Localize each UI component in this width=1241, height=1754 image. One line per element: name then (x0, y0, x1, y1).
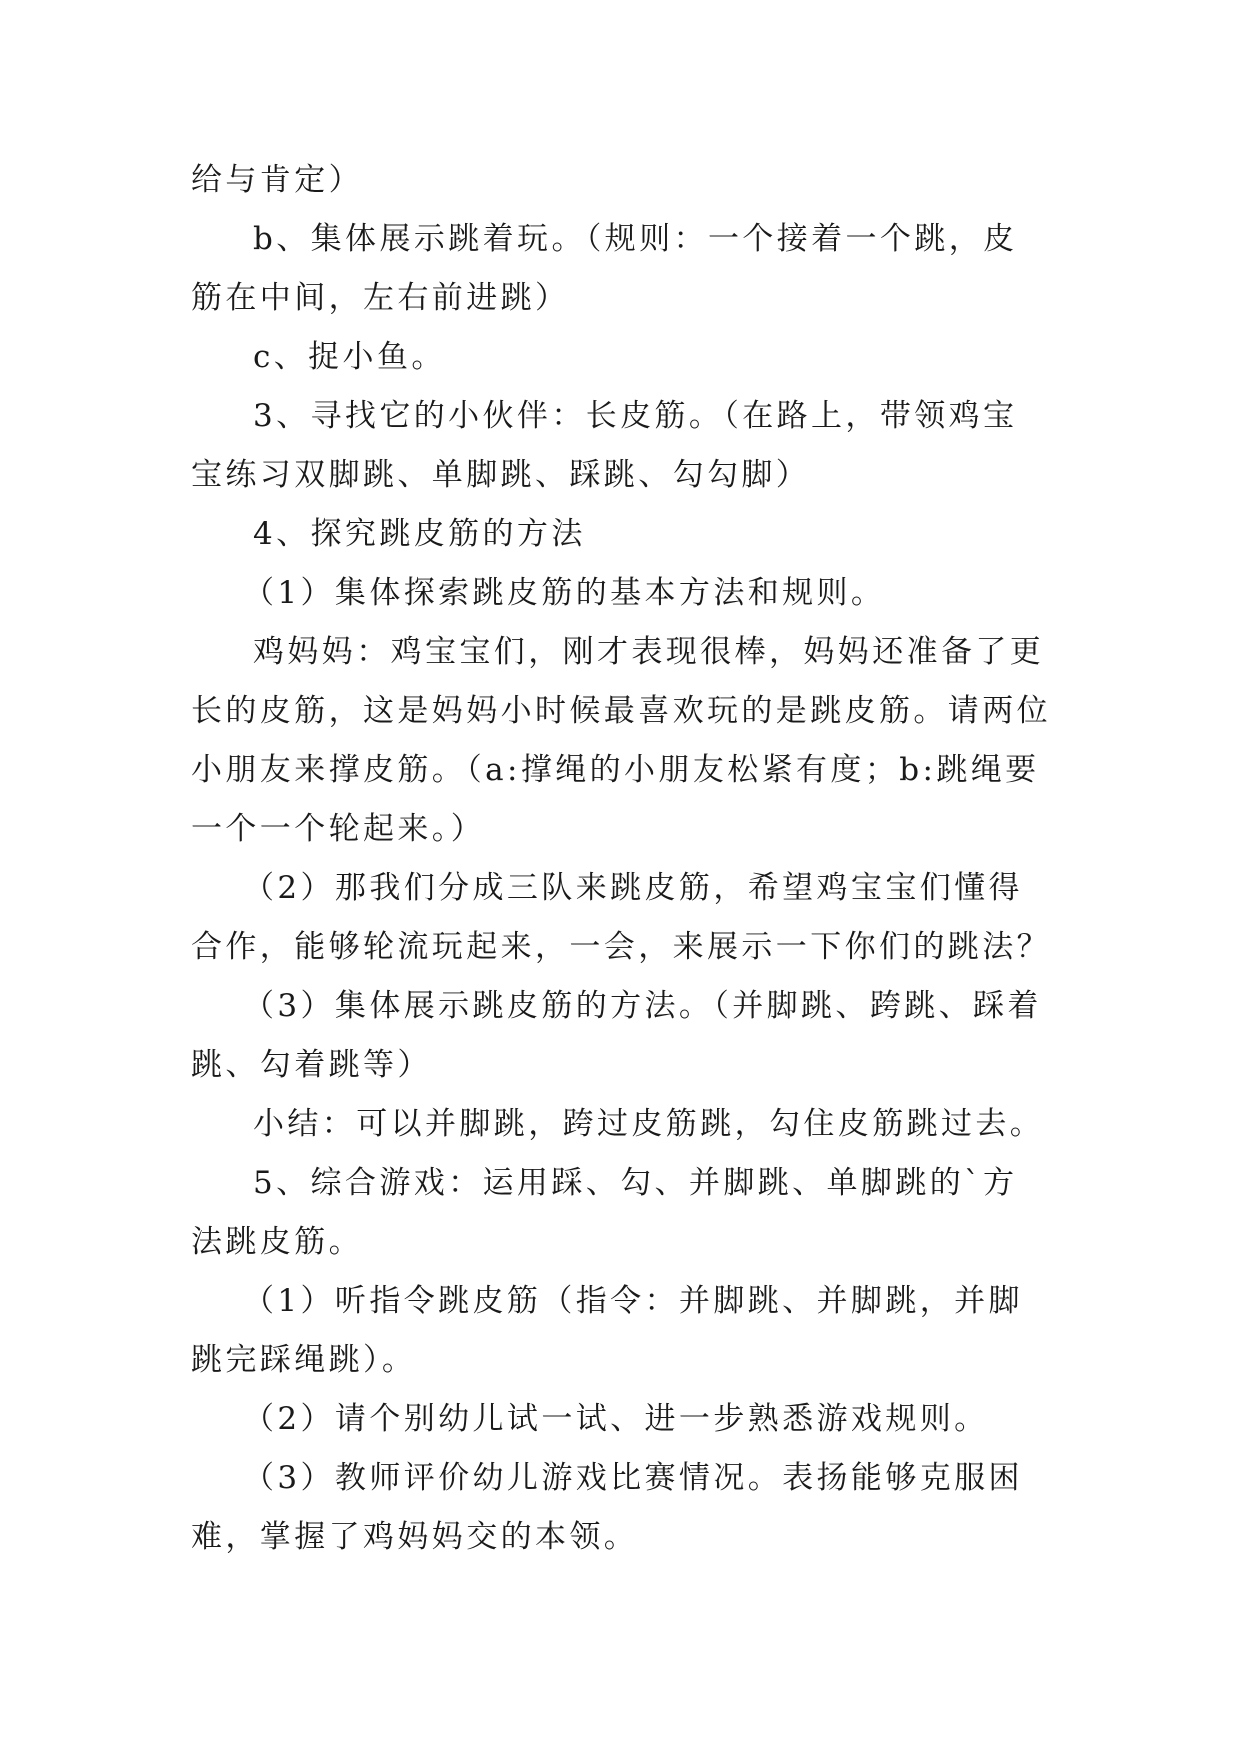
document-body (191, 151, 1051, 1567)
paragraph-mother-hen-dialogue: 鸡妈妈：鸡宝宝们，刚才表现很棒，妈妈还准备了更长的皮筋，这是妈妈小时候最喜欢玩的是跳皮筋。请两位小朋友来撑皮筋。（a:撑绳的小朋友松紧有度；b:跳绳要一个一个轮起来。） (191, 634, 1051, 847)
paragraph-step-5-2: （2）请个别幼儿试一试、进一步熟悉游戏规则。 (243, 1401, 989, 1437)
paragraph-step-5-3: （3）教师评价幼儿游戏比赛情况。表扬能够克服困难，掌握了鸡妈妈交的本领。 (191, 1460, 1023, 1555)
paragraph-summary: 小结：可以并脚跳，跨过皮筋跳，勾住皮筋跳过去。 (253, 1106, 1045, 1142)
paragraph-step-4-1: （1）集体探索跳皮筋的基本方法和规则。 (243, 575, 886, 611)
paragraph-step-c: c、捉小鱼。 (253, 339, 446, 375)
paragraph-step-3: 3、寻找它的小伙伴：长皮筋。（在路上，带领鸡宝宝练习双脚跳、单脚跳、踩跳、勾勾脚） (191, 398, 1018, 493)
paragraph-step-4-3: （3）集体展示跳皮筋的方法。（并脚跳、跨跳、踩着跳、勾着跳等） (191, 988, 1042, 1083)
paragraph-step-5: 5、综合游戏：运用踩、勾、并脚跳、单脚跳的`方法跳皮筋。 (191, 1165, 1018, 1260)
paragraph-step-4-heading: 4、探究跳皮筋的方法 (253, 516, 586, 552)
paragraph-step-5-1: （1）听指令跳皮筋（指令：并脚跳、并脚跳，并脚跳完踩绳跳）。 (191, 1283, 1023, 1378)
paragraph-continuation: 给与肯定） (191, 162, 363, 198)
paragraph-step-4-2: （2）那我们分成三队来跳皮筋，希望鸡宝宝们懂得合作，能够轮流玩起来，一会，来展示一下你们的跳法？ (191, 870, 1051, 965)
paragraph-step-b: b、集体展示跳着玩。（规则：一个接着一个跳，皮筋在中间，左右前进跳） (191, 221, 1018, 316)
